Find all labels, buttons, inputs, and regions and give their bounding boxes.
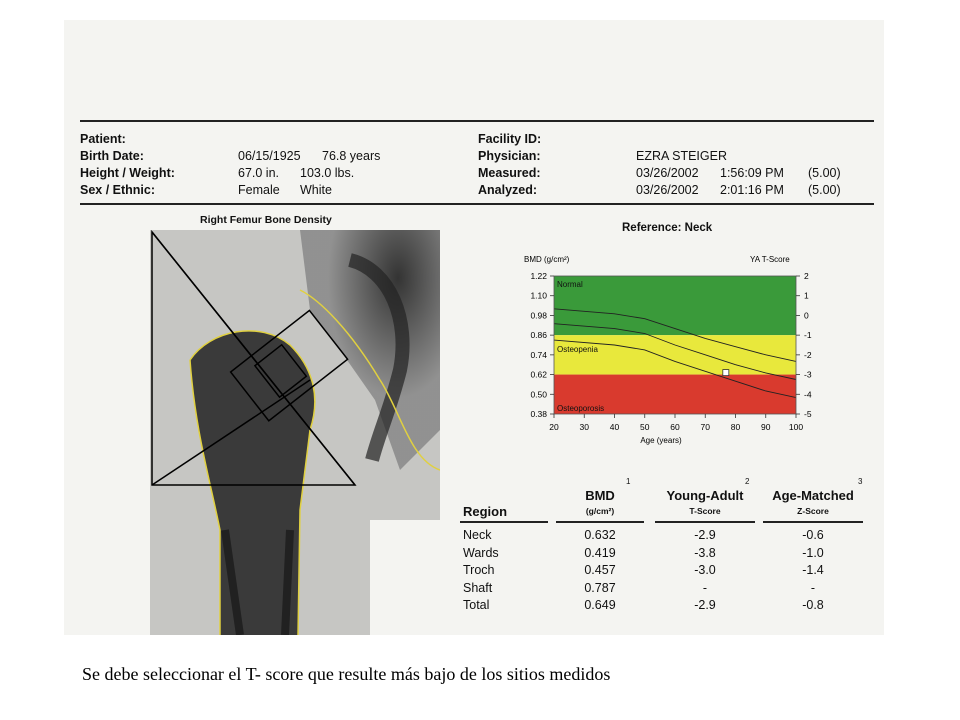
col-number-2: 2 [745,477,750,486]
y-axis-title: BMD (g/cm²) [524,255,570,264]
bmd-reference-chart [500,248,830,448]
header-rule-t [655,521,755,523]
header-bmd-unit: (g/cm²) [585,506,615,516]
header-bottom-rule [80,203,874,205]
x-axis-title: Age (years) [640,436,682,445]
femur-scan-image [150,230,440,635]
row-z-score: -0.8 [802,598,824,612]
row-bmd: 0.632 [584,528,616,542]
row-t-score: -2.9 [694,598,716,612]
patient-point [723,370,729,376]
header-rule-z [763,521,863,523]
header-rule-bmd [556,521,644,523]
row-region: Troch [463,563,495,577]
y-tick-label: 0.98 [530,310,547,321]
row-bmd: 0.419 [584,545,616,560]
t-tick-label: 0 [804,310,809,321]
row-region: Wards [463,545,499,560]
t-tick-label: -4 [804,389,812,400]
row-z-score: - [810,580,816,595]
measured-time: 1:56:09 PM [720,166,784,180]
physician-value: EZRA STEIGER [636,149,727,163]
patient-label: Patient: [80,132,126,146]
header-rule-region [460,521,548,523]
row-t-score: -2.9 [694,528,716,542]
measured-label: Measured: [478,166,541,180]
y-tick-label: 0.62 [530,369,547,380]
analyzed-date: 03/26/2002 [636,183,699,197]
x-tick-label: 60 [670,422,680,432]
age-value: 76.8 years [322,149,381,163]
caption: Se debe seleccionar el T- score que resulte más bajo de los sitios medidos [82,664,611,684]
y-tick-label: 0.50 [530,389,547,400]
chart-title: Reference: Neck [622,222,713,234]
birth-date-label: Birth Date: [80,149,144,163]
row-z-score: -1.4 [802,563,824,577]
col-number-3: 3 [858,477,863,486]
analyzed-label: Analyzed: [478,183,538,197]
t-tick-label: -5 [804,409,812,419]
band-label-osteoporosis: Osteoporosis [557,404,605,413]
header-bmd: BMD [585,488,615,503]
height-weight-label: Height / Weight: [80,166,175,180]
x-tick-label: 70 [700,422,710,432]
row-region: Shaft [463,580,493,595]
measured-date: 03/26/2002 [636,166,699,180]
ethnic-value: White [300,183,332,197]
t-tick-label: -1 [804,330,812,341]
header-t-score: T-Score [689,506,721,516]
header-top-rule [80,120,874,122]
scan-title: Right Femur Bone Density [200,214,332,226]
sex-value: Female [238,183,280,197]
y-tick-label: 0.74 [530,349,547,360]
t-tick-label: -3 [804,369,812,380]
y-tick-label: 0.38 [530,409,547,419]
band-label-osteopenia: Osteopenia [557,345,598,355]
col-number-1: 1 [626,477,631,486]
t-tick-label: -2 [804,349,812,360]
header-region: Region [463,504,508,519]
row-t-score: -3.0 [694,563,716,577]
row-bmd: 0.457 [584,563,616,577]
x-tick-label: 40 [609,422,620,432]
analyzed-time: 2:01:16 PM [720,183,784,197]
row-bmd: 0.649 [584,598,616,612]
header-z-score: Z-Score [797,506,829,516]
x-tick-label: 50 [640,422,650,432]
weight-value: 103.0 lbs. [300,166,355,180]
t-tick-label: 1 [804,290,809,301]
row-z-score: -0.6 [802,528,824,542]
row-region: Neck [463,528,492,542]
analyzed-version: (5.00) [808,183,841,197]
x-tick-label: 100 [788,422,804,432]
header-age-matched: Age-Matched [772,488,854,503]
measured-version: (5.00) [808,166,841,180]
band-osteopenia [554,335,796,374]
t-axis-title: YA T-Score [750,255,790,264]
row-t-score: - [702,580,708,595]
row-z-score: -1.0 [802,545,824,560]
band-label-normal: Normal [557,280,583,289]
row-t-score: -3.8 [694,545,716,560]
x-tick-label: 80 [730,422,741,432]
x-tick-label: 90 [761,422,771,432]
height-value: 67.0 in. [238,166,280,180]
header-young-adult: Young-Adult [666,488,744,503]
facility-id-label: Facility ID: [478,132,542,146]
y-tick-label: 1.22 [530,271,547,281]
y-tick-label: 1.10 [530,290,547,301]
row-region: Total [463,598,490,612]
x-tick-label: 20 [549,422,559,432]
physician-label: Physician: [478,149,541,163]
x-tick-label: 30 [579,422,589,432]
birth-date-value: 06/15/1925 [238,149,301,163]
y-tick-label: 0.86 [530,330,547,341]
row-bmd: 0.787 [584,580,616,595]
sex-ethnic-label: Sex / Ethnic: [80,183,156,197]
t-tick-label: 2 [804,271,809,281]
